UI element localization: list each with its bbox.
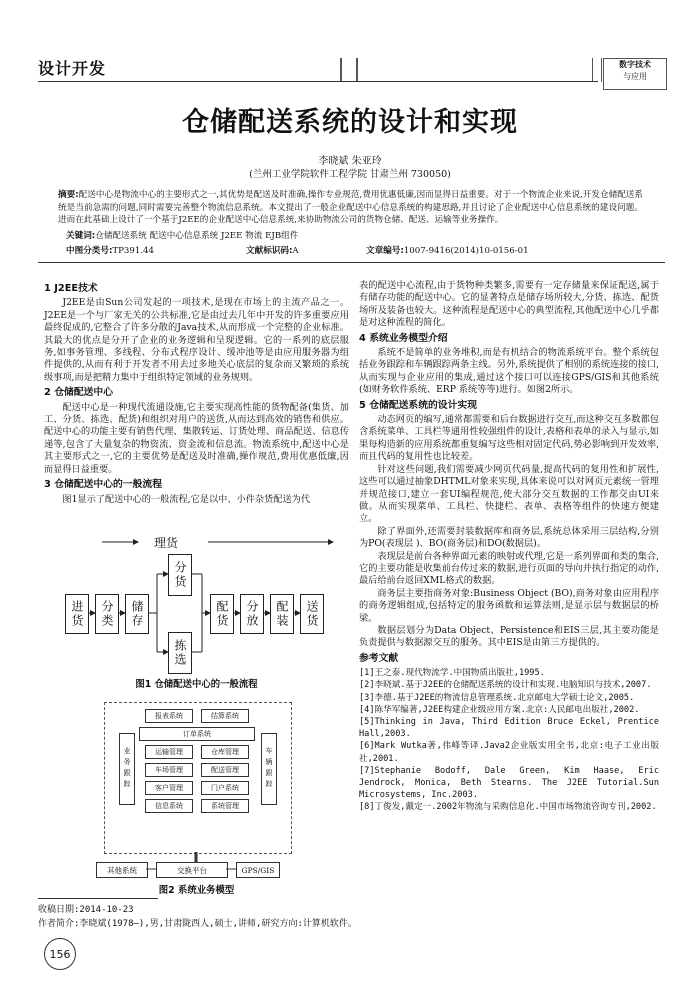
clc-label: 中图分类号: [66,246,113,256]
figure-2-order: 订单系统 [139,727,255,741]
reference-item: [4]陈华军编著,J2EE构建企业级应用方案.北京:人民邮电出版社,2002. [359,704,640,715]
figure-1-top-label: 理货 [154,536,179,550]
authors: 李晓斌 朱亚玲 [318,156,382,167]
figure-1-node-1: 进货 [65,594,89,634]
figure-2-module-5: 客户管理 [145,781,193,795]
header-rule [38,81,598,82]
figure-1-node-4: 分货 [168,554,192,596]
footnote-rule [38,898,158,899]
figure-2-exchange-platform: 交换平台 [156,862,228,878]
reference-item: [3]李德.基于J2EE的物流信息管理系统.北京邮电大学硕士论文,2005. [359,692,635,703]
section-1-heading: 1 J2EE技术 [44,283,98,294]
figure-2-caption: 图2 系统业务模型 [158,885,235,896]
section-header: 设计开发 [38,59,107,78]
journal-logo-line2: 与应用 [623,72,647,81]
references-heading: 参考文献 [359,652,399,664]
section-1-paragraph: J2EE是由Sun公司发起的一项技术,是现在市场上的主流产品之一。J2EE是一个与厂家无关的公共标准,它是由过去几年中开发的许多重要应用最终促成的,它整合了许多分散的Java技术,从而形成一个完整的企业标准。其最大的优点是分开了企业的业务逻辑和呈现逻辑。它的一系列的底层服务,如事务管理、多线程、分布式程序设计、缓冲池等是由应用服务器为组件提供的,从而有利于开发者不用去过多地关心底层的复杂而又繁琐的系统级事项,而是把精力集中于组织特定领域的业务规则。 [44,297,349,383]
figure-2-module-1: 运输管理 [145,745,193,759]
right-column [359,280,659,814]
figure-1-node-9: 送货 [300,594,324,634]
figure-1 [58,528,358,667]
paper-title: 仓储配送系统的设计和实现 [182,107,518,138]
journal-logo [603,58,667,90]
reference-item: [2]李晓斌.基于J2EE的仓储配送系统的设计和实现.电脑知识与技术,2007. [359,680,652,691]
abstract [58,189,643,227]
reference-item: [6]Mark Wutka著,伟峰等译.Java2企业版实用全书,北京:电子工业出版社,2001. [359,741,659,764]
figure-1-node-5: 拣选 [168,632,192,674]
article-no-label: 文章编号: [366,246,404,256]
figure-2-module-4: 配送管理 [201,763,249,777]
figure-2-link-arrows [140,863,250,875]
keywords-label: 关键词: [66,231,96,241]
figure-1-connectors [58,528,358,658]
doc-code-label: 文献标识码: [246,246,293,256]
figure-2-side-right: 车辆跟踪 [261,733,277,805]
received-date: 收稿日期:2014-10-23 [38,905,134,915]
document-code [246,244,299,256]
clc-value: TP391.44 [112,246,154,256]
article-no-value: 1007-9416(2014)10-0156-01 [403,246,529,256]
keywords-text: 仓储配送系统 配送中心信息系统 J2EE 物流 EJB组件 [95,231,299,241]
section-4-paragraph: 系统不是简单的业务堆积,而是有机结合的物流系统平台。整个系统包括业务跟踪和车辆跟踪两条主线。另外,系统提供了相别的系统连接的接口,从而实现与企业应用的集成,通过这个接口可以连接GPS/GIS和其他系统(如财务软件系统、ERP 系统等等)进行。如图2所示。 [359,347,659,396]
section-2-heading: 2 仓储配送中心 [44,387,114,399]
section-5-heading: 5 仓储配送系统的设计实现 [359,399,477,411]
header-divider-bars-right [592,58,602,82]
abstract-text: 配送中心是物流中心的主要形式之一,其优势是配送及时准确,操作专业规范,费用优惠低廉,因而显得日益重要。对于一个物流企业来说,开发仓储配送系统是当前急需的问题,同时需要完善整个物流信息系统。本文提出了一般企业配送中心信息系统的构建思路,并且讨论了企业配送中心信息系统的建设问题。进而在此基础上设计了一个基于J2EE的企业配送中心信息系统,来协助物流公司的货物仓储、配送、运输等业务操作。 [58,190,644,225]
figure-2-module-2: 仓库管理 [201,745,249,759]
figure-2-side-left: 业务跟踪 [119,733,135,805]
section-3-heading: 3 仓储配送中心的一般流程 [44,479,162,491]
figure-2 [104,702,292,854]
abstract-label: 摘要: [58,190,79,200]
left-column [44,280,349,506]
section-5-paragraph-2: 针对这些问题,我们需要减少网页代码量,提高代码的复用性和扩展性,这些可以通过抽象DHTML对象来实现,具体来说可以对网页元素统一管理并规范接口,建立一套UI编程规范,使大部分交互数据的工作都交由UI来做。从而实现菜单、工具栏、快捷栏、表单、表格等组件的快速方便建立。 [359,463,659,525]
figure-2-module-7: 信息系统 [145,799,193,813]
figure-2-top-1: 报表系统 [145,709,193,723]
figure-1-node-3: 储存 [125,594,149,634]
affiliation: (兰州工业学院软件工程学院 甘肃兰州 730050) [249,169,451,180]
section-2-paragraph: 配送中心是一种现代流通设施,它主要实现高性能的货物配备(集货、加工、分货、拣选、配货)和组织对用户的送货,从而达到高效的销售和供应。配送中心的功能主要有销售代理、集散转运、订货处理、商品配送、信息传递等,包含了大量复杂的物资流、资金流和信息流。物流系统中,配送中心是其主要形式之一,它的主要优势是配送及时准确,操作规范,费用优惠低廉,因而显得日益重要。 [44,401,349,475]
figure-2-module-3: 车场管理 [145,763,193,777]
header-divider-bars [340,58,358,82]
figure-1-node-8: 配装 [270,594,294,634]
reference-item: [5]Thinking in Java, Third Edition Bruce Eckel, Prentice Hall,2003. [359,717,659,740]
section-5-paragraph-4: 表现层是前台各种界面元素的映射或代理,它是一系列界面和类的集合,它的主要功能是收集前台传过来的数据,进行页面的导向并执行指定的动作,最后给前台返回XML格式的数据。 [359,550,659,587]
figure-1-caption: 图1 仓储配送中心的一般流程 [135,679,258,690]
continued-paragraph: 表的配送中心流程,由于货物种类繁多,需要有一定存储量来保证配送,属于有储存功能的配送中心。它的显著特点是储存场所较大,分货、拣选、配货场所及装备也较大。这种流程是配送中心的典型流程,其他配送中心几乎都是对这种流程的简化。 [359,280,659,329]
figure-1-node-6: 配货 [210,594,234,634]
figure-2-gps-gis: GPS/GIS [236,862,280,878]
page-number: 156 [44,938,76,970]
section-5-paragraph-3: 除了界面外,还需要封装数据库和商务层,系统总体采用三层结构,分别为PO(表现层 )、BO(商务层)和DO(数据层)。 [359,525,659,550]
figure-1-node-7: 分放 [240,594,264,634]
section-5-paragraph-5: 商务层主要指商务对象:Business Object (BO),商务对象由应用程序的商务逻辑组成,包括特定的服务函数和运算法则,是显示层与数据层的桥梁。 [359,587,659,624]
figure-1-node-2: 分类 [95,594,119,634]
doc-code-value: A [292,246,299,256]
section-3-paragraph: 图1显示了配送中心的一般流程,它是以中、小件杂货配送为代 [62,493,311,505]
journal-logo-line1: 数字技术 [619,60,651,69]
reference-list [359,667,659,813]
figure-2-module-8: 系统管理 [201,799,249,813]
abstract-rule [38,262,665,263]
figure-2-top-2: 结算系统 [201,709,249,723]
reference-item: [8]丁俊发,戴定一.2002年物流与采购信息化.中国市场物流咨询专刊,2002. [359,802,657,813]
keywords [66,229,651,241]
section-4-heading: 4 系统业务模型介绍 [359,332,448,344]
reference-item: [7]Stephanie Bodoff, Dale Green, Kim Haase, Eric Jendrock, Monica, Beth Stearns. The J2EE Tutorial.Sun Microsystems, Inc.2003. [359,765,659,801]
section-5-paragraph-1: 动态网页的编写,通常都需要和后台数据进行交互,而这种交互多数都包含系统菜单、工具栏等通用性较强组件的设计,表格和表单的录入与显示,如果每构造新的应用系统都重复编写这些相对固定代码,势必影响到开发效率,而且代码的复用性也比较差。 [359,414,659,463]
figure-2-other-systems: 其他系统 [96,862,148,878]
article-number [366,244,529,256]
reference-item: [1]王之泰.现代物流学.中国物质出版社,1995. [359,668,545,679]
section-5-paragraph-6: 数据层划分为Data Object、Persistence和EIS三层,其主要功能是负责提供与数据源交互的服务。其中EIS是由第三方提供的。 [359,624,659,649]
figure-2-module-6: 门户系统 [201,781,249,795]
author-bio: 作者简介:李晓斌(1978—),男,甘肃陇西人,硕士,讲师,研究方向:计算机软件。 [38,919,357,929]
clc-number [66,244,154,256]
